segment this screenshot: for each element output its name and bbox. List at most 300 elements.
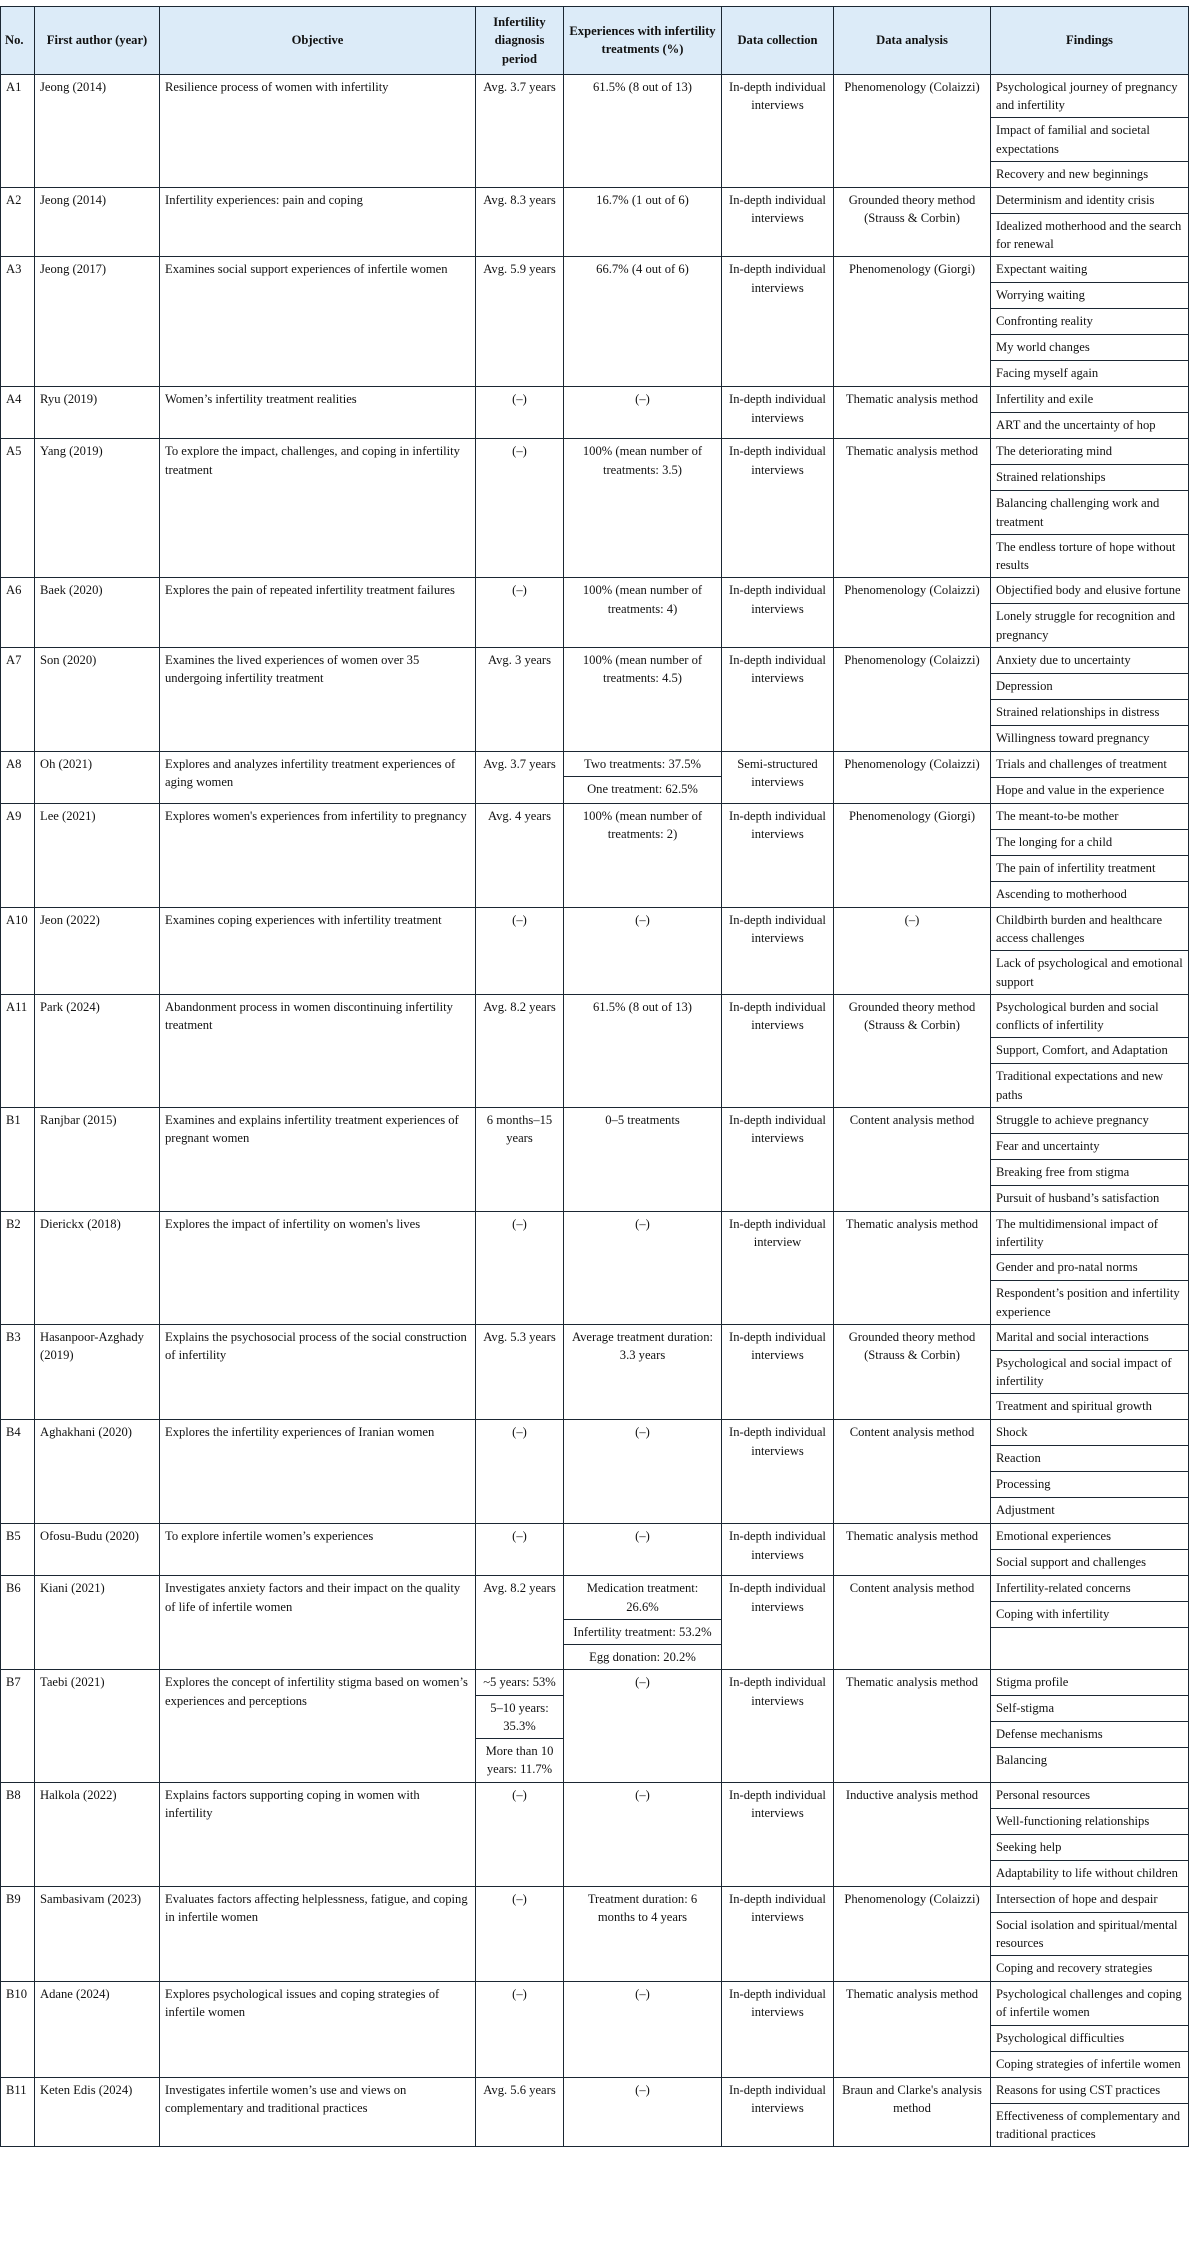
finding-item: Infertility-related concerns — [996, 1581, 1131, 1596]
finding-item: Strained relationships in distress — [991, 699, 1188, 725]
findings-list — [991, 387, 1188, 438]
cell-diagnosis: (–) — [476, 439, 564, 578]
finding-item: The pain of infertility treatment — [991, 855, 1188, 881]
cell-experience: 100% (mean number of treatments: 4) — [564, 578, 722, 648]
cell-findings — [991, 803, 1189, 907]
finding-item — [991, 1627, 1188, 1653]
finding-item: Breaking free from stigma — [991, 1159, 1188, 1185]
cell-author: Lee (2021) — [35, 803, 160, 907]
cell-collection: In-depth individual interviews — [722, 1782, 834, 1886]
finding-item: Struggle to achieve pregnancy — [996, 1112, 1149, 1127]
finding-item: Worrying waiting — [991, 282, 1188, 308]
finding-item: Reasons for using CST practices — [996, 2082, 1161, 2097]
cell-findings — [991, 578, 1189, 648]
cell-experience: (–) — [564, 1982, 722, 2078]
findings-list — [991, 1670, 1188, 1773]
cell-diagnosis: (–) — [476, 387, 564, 439]
finding-item: Impact of familial and societal expectations — [991, 117, 1188, 161]
cell-experience-segment: Egg donation: 20.2% — [564, 1644, 721, 1669]
header-diagnosis: Infertility diagnosis period — [476, 7, 564, 75]
cell-analysis: Braun and Clarke's analysis method — [834, 2077, 991, 2147]
cell-diagnosis: Avg. 5.9 years — [476, 257, 564, 387]
finding-item: Fear and uncertainty — [991, 1133, 1188, 1159]
cell-author: Kiani (2021) — [35, 1576, 160, 1670]
finding-item: Treatment and spiritual growth — [991, 1393, 1188, 1419]
cell-objective: Investigates anxiety factors and their impact on the quality of life of infertile women — [160, 1576, 476, 1670]
cell-objective: To explore the impact, challenges, and coping in infertility treatment — [160, 439, 476, 578]
finding-item: Effectiveness of complementary and traditional practices — [991, 2103, 1188, 2147]
cell-experience: 100% (mean number of treatments: 2) — [564, 803, 722, 907]
finding-item: Traditional expectations and new paths — [991, 1063, 1188, 1107]
cell-findings — [991, 1576, 1189, 1670]
cell-diagnosis: Avg. 8.3 years — [476, 187, 564, 257]
cell-analysis: Phenomenology (Giorgi) — [834, 257, 991, 387]
finding-item: Lonely struggle for recognition and pregnancy — [991, 603, 1188, 647]
finding-item: Coping with infertility — [991, 1601, 1188, 1627]
cell-author: Jeong (2014) — [35, 74, 160, 187]
cell-objective: Explains the psychosocial process of the social construction of infertility — [160, 1324, 476, 1420]
cell-experience-segment: Medication treatment: 26.6% — [586, 1581, 699, 1614]
cell-author: Baek (2020) — [35, 578, 160, 648]
cell-collection: In-depth individual interviews — [722, 1886, 834, 1982]
table-row — [1, 2077, 1189, 2147]
findings-list — [991, 1887, 1188, 1982]
cell-author: Ofosu-Budu (2020) — [35, 1524, 160, 1576]
cell-no: A6 — [1, 578, 35, 648]
cell-analysis: Content analysis method — [834, 1576, 991, 1670]
findings-list — [991, 1420, 1188, 1523]
cell-no: B4 — [1, 1420, 35, 1524]
cell-objective: Evaluates factors affecting helplessness, fatigue, and coping in infertile women — [160, 1886, 476, 1982]
table-row — [1, 1524, 1189, 1576]
finding-item: Processing — [991, 1471, 1188, 1497]
finding-item: Psychological difficulties — [991, 2025, 1188, 2051]
cell-analysis: Phenomenology (Colaizzi) — [834, 578, 991, 648]
cell-collection: In-depth individual interviews — [722, 803, 834, 907]
cell-objective: Infertility experiences: pain and coping — [160, 187, 476, 257]
cell-collection: In-depth individual interviews — [722, 387, 834, 439]
findings-list — [991, 1982, 1188, 2077]
cell-objective: Examines coping experiences with infertility treatment — [160, 907, 476, 994]
cell-findings — [991, 647, 1189, 751]
header-collection: Data collection — [722, 7, 834, 75]
cell-diagnosis: Avg. 8.2 years — [476, 994, 564, 1107]
cell-objective: Explores the impact of infertility on women's lives — [160, 1211, 476, 1324]
findings-list — [991, 257, 1188, 386]
cell-objective: Resilience process of women with infertility — [160, 74, 476, 187]
cell-objective: Investigates infertile women’s use and views on complementary and traditional practices — [160, 2077, 476, 2147]
finding-item: Respondent’s position and infertility experience — [991, 1280, 1188, 1324]
cell-no: A8 — [1, 751, 35, 803]
findings-list — [991, 75, 1188, 187]
cell-objective: Explores the concept of infertility stigma based on women’s experiences and perceptions — [160, 1670, 476, 1782]
header-analysis: Data analysis — [834, 7, 991, 75]
finding-item: The longing for a child — [991, 829, 1188, 855]
cell-no: A7 — [1, 647, 35, 751]
cell-analysis: Thematic analysis method — [834, 1982, 991, 2078]
cell-findings — [991, 257, 1189, 387]
finding-item: Intersection of hope and despair — [996, 1891, 1158, 1906]
cell-collection: In-depth individual interviews — [722, 907, 834, 994]
cell-author: Keten Edis (2024) — [35, 2077, 160, 2147]
table-row — [1, 1670, 1189, 1782]
findings-list — [991, 1325, 1188, 1420]
finding-item: Recovery and new beginnings — [991, 161, 1188, 187]
cell-analysis: Content analysis method — [834, 1420, 991, 1524]
finding-item: Marital and social interactions — [996, 1329, 1149, 1344]
cell-findings — [991, 2077, 1189, 2147]
cell-experience: 61.5% (8 out of 13) — [564, 74, 722, 187]
cell-collection: In-depth individual interviews — [722, 74, 834, 187]
cell-diagnosis: (–) — [476, 578, 564, 648]
header-experience: Experiences with infertility treatments (%) — [564, 7, 722, 75]
cell-no: B5 — [1, 1524, 35, 1576]
header-findings: Findings — [991, 7, 1189, 75]
finding-item: Well-functioning relationships — [991, 1808, 1188, 1834]
cell-no: B2 — [1, 1211, 35, 1324]
table-row — [1, 994, 1189, 1107]
cell-experience: (–) — [564, 1211, 722, 1324]
cell-diagnosis: Avg. 8.2 years — [476, 1576, 564, 1670]
cell-experience: 66.7% (4 out of 6) — [564, 257, 722, 387]
cell-collection: In-depth individual interviews — [722, 647, 834, 751]
cell-no: A2 — [1, 187, 35, 257]
cell-experience: (–) — [564, 387, 722, 439]
cell-experience: (–) — [564, 1670, 722, 1782]
findings-list — [991, 752, 1188, 803]
cell-experience: 100% (mean number of treatments: 3.5) — [564, 439, 722, 578]
finding-item: Determinism and identity crisis — [996, 192, 1155, 207]
cell-no: B10 — [1, 1982, 35, 2078]
finding-item: Support, Comfort, and Adaptation — [991, 1037, 1188, 1063]
study-characteristics-table — [0, 6, 1189, 2147]
cell-no: A1 — [1, 74, 35, 187]
cell-author: Oh (2021) — [35, 751, 160, 803]
finding-item: Social isolation and spiritual/mental resources — [991, 1912, 1188, 1956]
cell-author: Adane (2024) — [35, 1982, 160, 2078]
finding-item: Confronting reality — [991, 308, 1188, 334]
cell-author: Taebi (2021) — [35, 1670, 160, 1782]
cell-collection: In-depth individual interviews — [722, 578, 834, 648]
cell-diagnosis-segment: ~5 years: 53% — [483, 1675, 556, 1690]
finding-item: Idealized motherhood and the search for renewal — [991, 213, 1188, 257]
finding-item: The multidimensional impact of infertility — [996, 1216, 1158, 1249]
cell-author: Halkola (2022) — [35, 1782, 160, 1886]
cell-no: B9 — [1, 1886, 35, 1982]
cell-findings — [991, 994, 1189, 1107]
cell-objective: Explores and analyzes infertility treatment experiences of aging women — [160, 751, 476, 803]
cell-experience: Average treatment duration: 3.3 years — [564, 1324, 722, 1420]
finding-item: Facing myself again — [991, 360, 1188, 386]
cell-experience: 0–5 treatments — [564, 1107, 722, 1211]
cell-findings — [991, 74, 1189, 187]
cell-collection: In-depth individual interviews — [722, 1982, 834, 2078]
cell-analysis: Thematic analysis method — [834, 1211, 991, 1324]
cell-findings — [991, 1670, 1189, 1782]
cell-objective: Examines and explains infertility treatment experiences of pregnant women — [160, 1107, 476, 1211]
cell-diagnosis: (–) — [476, 1782, 564, 1886]
cell-findings — [991, 907, 1189, 994]
cell-objective: Explores psychological issues and coping strategies of infertile women — [160, 1982, 476, 2078]
finding-item: Reaction — [991, 1445, 1188, 1471]
cell-diagnosis: (–) — [476, 1420, 564, 1524]
finding-item: Stigma profile — [996, 1675, 1069, 1690]
cell-findings — [991, 751, 1189, 803]
cell-diagnosis: (–) — [476, 1886, 564, 1982]
cell-diagnosis-segment: 5–10 years: 35.3% — [476, 1695, 563, 1739]
cell-diagnosis: 6 months–15 years — [476, 1107, 564, 1211]
finding-item: Strained relationships — [991, 464, 1188, 490]
cell-author: Jeong (2017) — [35, 257, 160, 387]
finding-item: Emotional experiences — [996, 1529, 1112, 1544]
findings-list — [991, 1108, 1188, 1211]
cell-no: B8 — [1, 1782, 35, 1886]
finding-item: The deteriorating mind — [996, 444, 1113, 459]
finding-item: Self-stigma — [991, 1695, 1188, 1721]
finding-item: Willingness toward pregnancy — [991, 725, 1188, 751]
cell-analysis: Thematic analysis method — [834, 1670, 991, 1782]
finding-item: Childbirth burden and healthcare access challenges — [996, 912, 1163, 945]
table-row — [1, 578, 1189, 648]
cell-author: Jeong (2014) — [35, 187, 160, 257]
table-row — [1, 1211, 1189, 1324]
cell-findings — [991, 1420, 1189, 1524]
table-row — [1, 1107, 1189, 1211]
finding-item: Psychological burden and social conflicts of infertility — [996, 999, 1159, 1032]
cell-collection: In-depth individual interviews — [722, 1324, 834, 1420]
findings-list — [991, 804, 1188, 907]
findings-list — [991, 908, 1188, 994]
cell-diagnosis: (–) — [476, 1211, 564, 1324]
cell-analysis: Thematic analysis method — [834, 439, 991, 578]
cell-analysis: Phenomenology (Colaizzi) — [834, 74, 991, 187]
table-row — [1, 439, 1189, 578]
cell-diagnosis: (–) — [476, 1982, 564, 2078]
cell-no: B3 — [1, 1324, 35, 1420]
table-row — [1, 1982, 1189, 2078]
table-row — [1, 257, 1189, 387]
findings-list — [991, 648, 1188, 751]
finding-item: Defense mechanisms — [991, 1721, 1188, 1747]
header-objective: Objective — [160, 7, 476, 75]
cell-experience-segment: One treatment: 62.5% — [564, 776, 721, 801]
cell-objective: Examines the lived experiences of women over 35 undergoing infertility treatment — [160, 647, 476, 751]
cell-experience: 61.5% (8 out of 13) — [564, 994, 722, 1107]
cell-analysis: Grounded theory method (Strauss & Corbin) — [834, 994, 991, 1107]
finding-item: Social support and challenges — [991, 1549, 1188, 1575]
finding-item: Lack of psychological and emotional support — [991, 950, 1188, 994]
cell-collection: In-depth individual interviews — [722, 994, 834, 1107]
table-row — [1, 803, 1189, 907]
table-row — [1, 1782, 1189, 1886]
cell-diagnosis: (–) — [476, 1524, 564, 1576]
cell-author: Park (2024) — [35, 994, 160, 1107]
cell-analysis: Phenomenology (Giorgi) — [834, 803, 991, 907]
cell-objective: Explores the pain of repeated infertility treatment failures — [160, 578, 476, 648]
table-row — [1, 1886, 1189, 1982]
cell-objective: Abandonment process in women discontinuing infertility treatment — [160, 994, 476, 1107]
cell-analysis: Thematic analysis method — [834, 387, 991, 439]
cell-no: A9 — [1, 803, 35, 907]
cell-analysis: Phenomenology (Colaizzi) — [834, 751, 991, 803]
cell-analysis: Phenomenology (Colaizzi) — [834, 647, 991, 751]
cell-findings — [991, 387, 1189, 439]
findings-list — [991, 1576, 1188, 1653]
finding-item: Psychological challenges and coping of infertile women — [996, 1987, 1182, 2020]
findings-list — [991, 1212, 1188, 1324]
findings-list — [991, 2078, 1188, 2147]
cell-collection: In-depth individual interviews — [722, 1670, 834, 1782]
cell-diagnosis: (–) — [476, 907, 564, 994]
cell-diagnosis: Avg. 5.6 years — [476, 2077, 564, 2147]
cell-objective: Explains factors supporting coping in women with infertility — [160, 1782, 476, 1886]
finding-item: Depression — [991, 673, 1188, 699]
finding-item: Adaptability to life without children — [991, 1860, 1188, 1886]
cell-collection: In-depth individual interviews — [722, 1107, 834, 1211]
findings-list — [991, 188, 1188, 257]
table-row — [1, 74, 1189, 187]
cell-findings — [991, 1324, 1189, 1420]
table-row — [1, 647, 1189, 751]
cell-author: Dierickx (2018) — [35, 1211, 160, 1324]
cell-no: A3 — [1, 257, 35, 387]
table-body — [1, 74, 1189, 2146]
cell-collection: In-depth individual interviews — [722, 187, 834, 257]
table-row — [1, 387, 1189, 439]
findings-list — [991, 995, 1188, 1107]
cell-findings — [991, 1782, 1189, 1886]
findings-list — [991, 439, 1188, 577]
cell-no: A5 — [1, 439, 35, 578]
findings-list — [991, 578, 1188, 647]
finding-item: My world changes — [991, 334, 1188, 360]
finding-item: Coping and recovery strategies — [991, 1955, 1188, 1981]
cell-experience-segment: Infertility treatment: 53.2% — [564, 1619, 721, 1644]
cell-findings — [991, 1886, 1189, 1982]
cell-analysis: Thematic analysis method — [834, 1524, 991, 1576]
cell-author: Aghakhani (2020) — [35, 1420, 160, 1524]
cell-diagnosis-segment: More than 10 years: 11.7% — [476, 1738, 563, 1782]
cell-experience: (–) — [564, 2077, 722, 2147]
cell-experience: (–) — [564, 907, 722, 994]
cell-no: A4 — [1, 387, 35, 439]
cell-no: A11 — [1, 994, 35, 1107]
cell-author: Yang (2019) — [35, 439, 160, 578]
finding-item: Balancing challenging work and treatment — [991, 490, 1188, 534]
finding-item: Psychological and social impact of infertility — [991, 1350, 1188, 1394]
cell-no: B7 — [1, 1670, 35, 1782]
finding-item: Gender and pro-natal norms — [991, 1254, 1188, 1280]
cell-no: A10 — [1, 907, 35, 994]
finding-item: ART and the uncertainty of hop — [991, 412, 1188, 438]
header-row — [1, 7, 1189, 75]
cell-analysis: (–) — [834, 907, 991, 994]
table-row — [1, 1576, 1189, 1670]
finding-item: Balancing — [991, 1747, 1188, 1773]
cell-collection: In-depth individual interviews — [722, 1524, 834, 1576]
table-row — [1, 187, 1189, 257]
cell-diagnosis: Avg. 3 years — [476, 647, 564, 751]
table-row — [1, 907, 1189, 994]
cell-analysis: Content analysis method — [834, 1107, 991, 1211]
cell-experience: 16.7% (1 out of 6) — [564, 187, 722, 257]
cell-objective: Women’s infertility treatment realities — [160, 387, 476, 439]
cell-author: Ranjbar (2015) — [35, 1107, 160, 1211]
finding-item: Seeking help — [991, 1834, 1188, 1860]
table-row — [1, 1324, 1189, 1420]
cell-author: Hasanpoor-Azghady (2019) — [35, 1324, 160, 1420]
table-row — [1, 751, 1189, 803]
cell-diagnosis: Avg. 3.7 years — [476, 751, 564, 803]
finding-item: The meant-to-be mother — [996, 808, 1119, 823]
cell-experience — [564, 1576, 722, 1670]
cell-experience-segment: Two treatments: 37.5% — [584, 756, 701, 771]
cell-findings — [991, 439, 1189, 578]
finding-item: Coping strategies of infertile women — [991, 2051, 1188, 2077]
cell-no: B1 — [1, 1107, 35, 1211]
finding-item: Psychological journey of pregnancy and infertility — [996, 79, 1178, 112]
header-author: First author (year) — [35, 7, 160, 75]
cell-analysis: Grounded theory method (Strauss & Corbin) — [834, 1324, 991, 1420]
cell-diagnosis: Avg. 5.3 years — [476, 1324, 564, 1420]
cell-collection: In-depth individual interviews — [722, 257, 834, 387]
cell-no: B6 — [1, 1576, 35, 1670]
cell-findings — [991, 187, 1189, 257]
cell-analysis: Grounded theory method (Strauss & Corbin) — [834, 187, 991, 257]
cell-analysis: Phenomenology (Colaizzi) — [834, 1886, 991, 1982]
finding-item: Objectified body and elusive fortune — [996, 583, 1181, 598]
cell-experience: (–) — [564, 1782, 722, 1886]
cell-experience — [564, 751, 722, 803]
cell-findings — [991, 1982, 1189, 2078]
findings-list — [991, 1783, 1188, 1886]
finding-item: Adjustment — [991, 1497, 1188, 1523]
cell-objective: Explores women's experiences from infertility to pregnancy — [160, 803, 476, 907]
cell-diagnosis — [476, 1670, 564, 1782]
cell-experience: (–) — [564, 1524, 722, 1576]
finding-item: Hope and value in the experience — [991, 777, 1188, 803]
cell-experience: Treatment duration: 6 months to 4 years — [564, 1886, 722, 1982]
finding-item: Pursuit of husband’s satisfaction — [991, 1185, 1188, 1211]
cell-collection: In-depth individual interview — [722, 1211, 834, 1324]
cell-objective: Explores the infertility experiences of Iranian women — [160, 1420, 476, 1524]
finding-item: Shock — [996, 1425, 1028, 1440]
cell-analysis: Inductive analysis method — [834, 1782, 991, 1886]
cell-no: B11 — [1, 2077, 35, 2147]
cell-diagnosis: Avg. 4 years — [476, 803, 564, 907]
cell-findings — [991, 1107, 1189, 1211]
finding-item: Trials and challenges of treatment — [996, 756, 1167, 771]
cell-collection: In-depth individual interviews — [722, 439, 834, 578]
header-no: No. — [1, 7, 35, 75]
cell-collection: Semi-structured interviews — [722, 751, 834, 803]
cell-findings — [991, 1524, 1189, 1576]
finding-item: The endless torture of hope without results — [991, 534, 1188, 578]
cell-author: Son (2020) — [35, 647, 160, 751]
findings-list — [991, 1524, 1188, 1575]
finding-item: Ascending to motherhood — [991, 881, 1188, 907]
cell-diagnosis: Avg. 3.7 years — [476, 74, 564, 187]
finding-item: Personal resources — [996, 1787, 1091, 1802]
table-row — [1, 1420, 1189, 1524]
finding-item: Infertility and exile — [996, 392, 1094, 407]
cell-author: Sambasivam (2023) — [35, 1886, 160, 1982]
cell-objective: Examines social support experiences of infertile women — [160, 257, 476, 387]
finding-item: Expectant waiting — [996, 262, 1088, 277]
cell-author: Jeon (2022) — [35, 907, 160, 994]
cell-collection: In-depth individual interviews — [722, 1420, 834, 1524]
cell-collection: In-depth individual interviews — [722, 2077, 834, 2147]
